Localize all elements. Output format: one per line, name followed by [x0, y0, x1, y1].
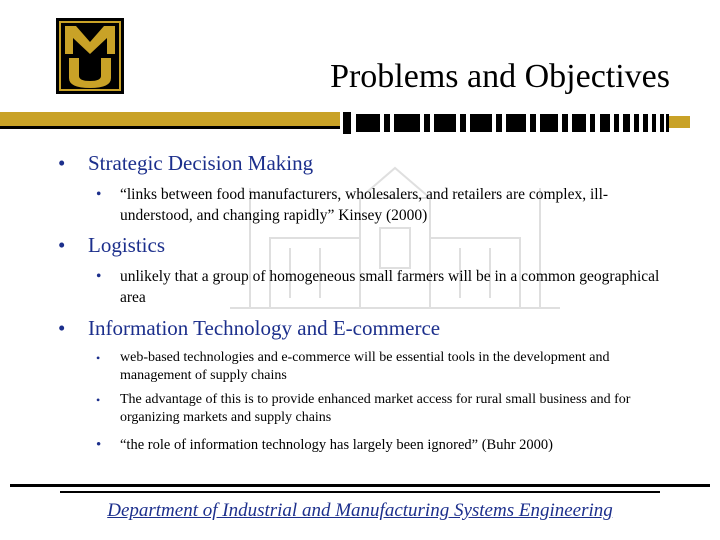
bullet-logistics — [58, 233, 165, 258]
sub-bullet — [96, 266, 676, 308]
sub-bullet-text: web-based technologies and e-commerce will be essential tools in the development and management of supply chains — [120, 350, 610, 383]
sub-bullet-text: “the role of information technology has largely been ignored” (Buhr 2000) — [120, 437, 553, 453]
bullet-label: Strategic Decision Making — [88, 151, 314, 175]
bullet-dot: • — [96, 393, 101, 407]
footer-department: Department of Industrial and Manufacturing Systems Engineering — [107, 500, 613, 521]
slide-title: Problems and Objectives — [330, 58, 670, 95]
bullet-dot: • — [96, 268, 102, 285]
bullet-strategic-decision — [58, 151, 313, 176]
sub-bullet — [96, 436, 676, 454]
bullet-dot: • — [58, 233, 66, 257]
footer-rule-bottom — [60, 491, 660, 493]
sub-bullet-text: “links between food manufacturers, wholesalers, and retailers are complex, ill-understood, and changing rapidly” Kinsey (2000) — [120, 186, 609, 224]
sub-bullet — [96, 391, 676, 427]
bullet-dot: • — [96, 186, 102, 203]
bullet-label: Information Technology and E-commerce — [88, 316, 441, 340]
bullet-dot: • — [58, 316, 66, 340]
sub-bullet — [96, 349, 676, 385]
bullet-dot: • — [58, 151, 66, 175]
bullet-dot: • — [96, 437, 102, 453]
sub-bullet-text: The advantage of this is to provide enhanced market access for rural small business and for organizing markets and supply chains — [120, 392, 631, 425]
sub-bullet-text: unlikely that a group of homogeneous small farmers will be in a common geographical area — [120, 268, 660, 306]
sub-bullet — [96, 184, 676, 226]
footer-rule-top — [10, 484, 710, 487]
bullet-dot: • — [96, 351, 101, 365]
bullet-it-ecommerce — [58, 316, 440, 341]
bullet-label: Logistics — [88, 233, 165, 257]
